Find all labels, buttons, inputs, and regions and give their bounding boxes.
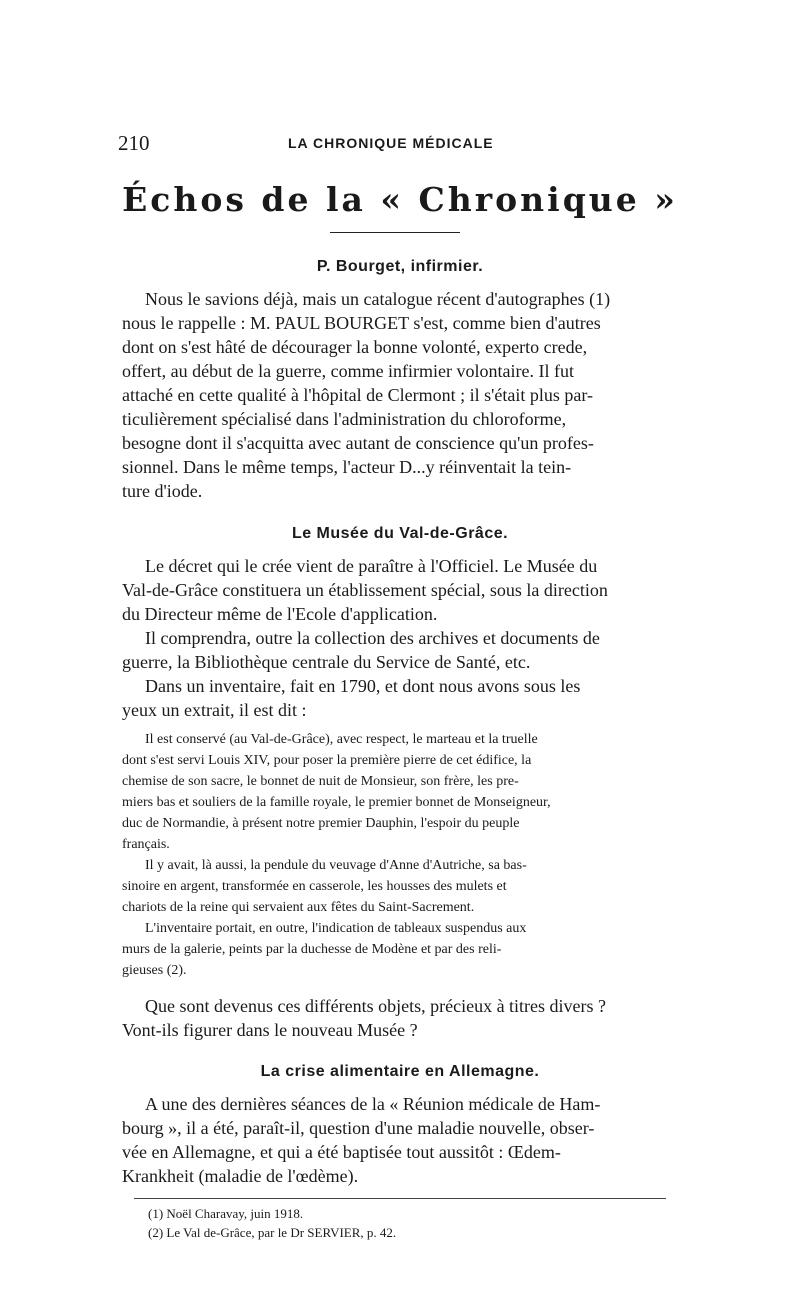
quote-line: miers bas et souliers de la famille royale, le premier bonnet de Monseigneur, [122, 795, 551, 810]
text-line: A une des dernières séances de la « Réunion médicale de Ham- [145, 1094, 601, 1114]
text-line: attaché en cette qualité à l'hôpital de Clermont ; il s'était plus par- [122, 385, 593, 405]
quote-line: Il y avait, là aussi, la pendule du veuvage d'Anne d'Autriche, sa bas- [145, 858, 527, 873]
quote-line: dont s'est servi Louis XIV, pour poser la première pierre de cet édifice, la [122, 753, 532, 768]
text-line: guerre, la Bibliothèque centrale du Service de Santé, etc. [122, 652, 531, 672]
quote-line: français. [122, 837, 170, 852]
text-line: Vont-ils figurer dans le nouveau Musée ? [122, 1020, 418, 1040]
text-line: Krankheit (maladie de l'œdème). [122, 1166, 359, 1186]
journal-title: LA CHRONIQUE MÉDICALE [288, 135, 494, 151]
text-line: offert, au début de la guerre, comme infirmier volontaire. Il fut [122, 361, 574, 381]
text-line: Dans un inventaire, fait en 1790, et dont nous avons sous les [145, 676, 581, 696]
text-line: ture d'iode. [122, 481, 203, 501]
page-number: 210 [118, 131, 150, 155]
title-rule [330, 232, 460, 233]
text-line: nous le rappelle : M. PAUL BOURGET s'est, comme bien d'autres [122, 313, 601, 333]
running-head [118, 131, 678, 155]
section-title: Échos de la « Chronique » [122, 180, 678, 219]
quote-line: chariots de la reine qui servaient aux fêtes du Saint-Sacrement. [122, 900, 475, 915]
footnote-rule [134, 1198, 666, 1199]
text-line: Que sont devenus ces différents objets, précieux à titres divers ? [145, 996, 607, 1016]
article-heading-bourget: P. Bourget, infirmier. [316, 258, 484, 275]
text-line: besogne dont il s'acquitta avec autant de conscience qu'un profes- [122, 433, 594, 453]
text-line: bourg », il a été, paraît-il, question d'une maladie nouvelle, obser- [122, 1118, 595, 1138]
quote-line: chemise de son sacre, le bonnet de nuit de Monsieur, son frère, les pre- [122, 774, 519, 789]
text-line: ticulièrement spécialisé dans l'administration du chloroforme, [122, 409, 567, 429]
quote-line: duc de Normandie, à présent notre premier Dauphin, l'espoir du peuple [122, 816, 520, 831]
quote-line: murs de la galerie, peints par la duchesse de Modène et par des reli- [122, 942, 502, 957]
quote-line: gieuses (2). [122, 963, 187, 978]
text-line: vée en Allemagne, et qui a été baptisée tout aussitôt : Œdem- [122, 1142, 561, 1162]
text-line: yeux un extrait, il est dit : [122, 700, 307, 720]
quote-line: sinoire en argent, transformée en casserole, les housses des mulets et [122, 879, 507, 894]
text-line: Le décret qui le crée vient de paraître à l'Officiel. Le Musée du [145, 556, 598, 576]
text-line: Val-de-Grâce constituera un établissement spécial, sous la direction [122, 580, 608, 600]
article-heading-crise-alimentaire: La crise alimentaire en Allemagne. [260, 1063, 540, 1080]
text-line: dont on s'est hâté de décourager la bonne volonté, experto crede, [122, 337, 588, 357]
text-line: du Directeur même de l'Ecole d'application. [122, 604, 438, 624]
quote-line: Il est conservé (au Val-de-Grâce), avec respect, le marteau et la truelle [145, 732, 538, 747]
footnote: (2) Le Val de-Grâce, par le Dr SERVIER, p. 42. [148, 1225, 397, 1240]
text-line: Nous le savions déjà, mais un catalogue récent d'autographes (1) [145, 289, 611, 309]
text-line: Il comprendra, outre la collection des archives et documents de [145, 628, 600, 648]
article-heading-val-de-grace: Le Musée du Val-de-Grâce. [291, 525, 509, 542]
footnote: (1) Noël Charavay, juin 1918. [148, 1206, 304, 1221]
quote-line: L'inventaire portait, en outre, l'indication de tableaux suspendus aux [145, 921, 527, 936]
text-line: sionnel. Dans le même temps, l'acteur D...y réinventait la tein- [122, 457, 572, 477]
